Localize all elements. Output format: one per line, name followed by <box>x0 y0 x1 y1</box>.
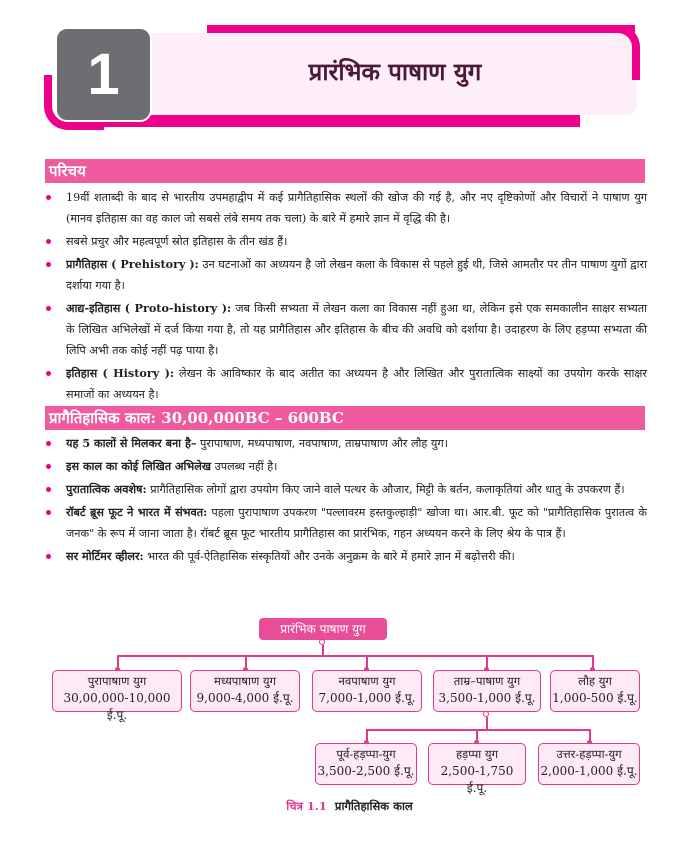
section-heading-prehistoric: प्रागैतिहासिक काल: 30,00,000BC – 600BC <box>45 406 645 430</box>
bullet-text: 19वीं शताब्दी के बाद से भारतीय उपमहाद्वीप में कई प्रागैतिहासिक स्थलों की खोज की गई है, और नए दृष्टिकोणों और विचारों ने पाषाण युग (मानव इतिहास का वह काल जो सबसे लंबे समय तक चला) के बारे में हमारे ज्ञान में वृद्धि की है। <box>66 191 647 225</box>
bullet-text: जब किसी सभ्यता में लेखन कला का विकास नहीं हुआ था, लेकिन इसे एक समकालीन साक्षर सभ्यता के लिखित अभिलेखों में दर्ज किया गया है, तो यह प्रागैतिहास और इतिहास के बीच की अवधि को दर्शाया है। उदाहरण के लिए हड़प्पा सभ्यता की लिपि अभी तक कोई नहीं पढ़ पाया है। <box>66 302 647 357</box>
bullet-icon <box>46 487 51 492</box>
bullet-bold-label: आद्य-इतिहास ( Proto-history ): <box>66 301 232 315</box>
bullet-bold-label: इस काल का कोई लिखित अभिलेख <box>66 459 212 473</box>
node-name: उत्तर-हड़प्पा-युग <box>556 747 622 761</box>
node-name: लौह युग <box>578 674 612 688</box>
diagram-root-node: प्रारंभिक पाषाण युग <box>259 618 387 640</box>
node-range: 3,500-2,500 ई.पू. <box>317 764 415 778</box>
diagram-node-chalcolithic <box>433 670 541 712</box>
bullet-bold-label: पुरातात्विक अवशेष: <box>66 482 147 496</box>
node-name: ताम्र–पाषाण युग <box>453 674 521 688</box>
connector-line <box>117 655 592 657</box>
node-range: 2,500-1,750 ई.पू. <box>440 764 514 795</box>
bullet-text: सबसे प्रचुर और महत्वपूर्ण स्रोत इतिहास के तीन खंड हैं। <box>66 235 288 248</box>
list-item <box>45 298 647 361</box>
node-range: 7,000-1,000 ई.पू. <box>318 691 416 705</box>
node-range: 30,00,000-10,000 ई.पू. <box>63 691 171 722</box>
bullet-bold-label: रॉबर्ट ब्रूस फूट ने भारत में संभवत: <box>66 505 208 519</box>
figure-number: चित्र 1.1 <box>286 799 327 813</box>
section-heading-intro: परिचय <box>45 159 645 183</box>
node-range: 1,000-500 ई.पू. <box>552 691 638 705</box>
bullet-text: पहला पुरापाषाण उपकरण "पल्लावरम हस्तकुल्हाड़ी" खोजा था। आर.बी. फूट को "प्रागैतिहासिक पुरातत्व के जनक" के रूप में जाना जाता है। रॉबर्ट ब्रूस फूट भारतीय प्रागैतिहास का प्रारंभिक, गहन अध्ययन करने के लिए श्रेय के पात्र हैं। <box>66 506 647 540</box>
node-name: मध्यपाषाण युग <box>213 674 277 688</box>
diagram-node-harappan <box>428 743 526 795</box>
list-item <box>45 231 647 252</box>
node-name: पूर्व-हड़प्पा-युग <box>336 747 396 761</box>
diagram-node-post-harappan <box>538 743 640 785</box>
node-name: पुरापाषाण युग <box>87 674 147 688</box>
list-item <box>45 433 647 454</box>
figure-caption <box>0 799 699 814</box>
bullet-icon <box>46 239 51 244</box>
bullet-bold-label: सर मोर्टिमर व्हीलर: <box>66 549 144 563</box>
node-range: 9,000-4,000 ई.पू. <box>196 691 294 705</box>
bullet-icon <box>46 195 51 200</box>
bullet-text: उपलब्ध नहीं है। <box>211 460 278 473</box>
connector-line <box>366 729 590 731</box>
bullet-icon <box>46 441 51 446</box>
bullet-text: प्रागैतिहासिक लोगों द्वारा उपयोग किए जाने वाले पत्थर के औजार, मिट्टी के बर्तन, कलाकृतियां और धातु के उपकरण हैं। <box>146 483 625 496</box>
diagram-node-mesolithic <box>190 670 300 712</box>
list-item <box>45 187 647 229</box>
diagram-node-paleolithic <box>52 670 182 722</box>
list-item <box>45 363 647 405</box>
diagram-node-neolithic <box>312 670 422 712</box>
bullet-bold-label: प्रागैतिहास ( Prehistory ): <box>66 257 199 271</box>
bullet-icon <box>46 554 51 559</box>
diagram-node-pre-harappan <box>315 743 417 785</box>
bullet-bold-label: यह 5 कालों से मिलकर बना है– <box>66 436 197 450</box>
bullet-text: लेखन के आविष्कार के बाद अतीत का अध्ययन है और लिखित और पुरातात्विक साक्ष्यों का उपयोग करके साक्षर समाजों का अध्ययन है। <box>66 367 647 401</box>
prehistoric-bullet-list <box>45 433 647 569</box>
bullet-text: भारत की पूर्व-ऐतिहासिक संस्कृतियों और उनके अनुक्रम के बारे में हमारे ज्ञान में बढ़ोत्तरी की। <box>143 550 515 563</box>
bullet-text: पुरापाषाण, मध्यपाषाण, नवपाषाण, ताम्रपाषाण और लौह युग। <box>196 437 448 450</box>
bullet-icon <box>46 464 51 469</box>
header-top-bar <box>207 25 635 33</box>
chapter-number: 1 <box>55 27 152 122</box>
bullet-bold-label: इतिहास ( History ): <box>66 366 174 380</box>
list-item <box>45 479 647 500</box>
intro-bullet-list <box>45 187 647 407</box>
bullet-icon <box>46 371 51 376</box>
node-range: 3,500-1,000 ई.पू. <box>438 691 536 705</box>
bullet-icon <box>46 510 51 515</box>
list-item <box>45 502 647 544</box>
bullet-text: उन घटनाओं का अध्ययन है जो लेखन कला के विकास से पहले हुई थी, जिसे आमतौर पर तीन पाषाण युगों द्वारा दर्शाया गया है। <box>66 258 647 292</box>
list-item <box>45 456 647 477</box>
list-item <box>45 254 647 296</box>
connector-line <box>486 717 488 729</box>
list-item <box>45 546 647 567</box>
diagram-node-iron-age <box>550 670 640 712</box>
bullet-icon <box>46 262 51 267</box>
figure-caption-text: प्रागैतिहासिक काल <box>334 799 413 813</box>
chapter-title: प्रारंभिक पाषाण युग <box>308 58 482 86</box>
bullet-icon <box>46 306 51 311</box>
node-name: हड़प्पा युग <box>455 747 499 761</box>
node-range: 2,000-1,000 ई.पू. <box>540 764 638 778</box>
node-name: नवपाषाण युग <box>338 674 396 688</box>
